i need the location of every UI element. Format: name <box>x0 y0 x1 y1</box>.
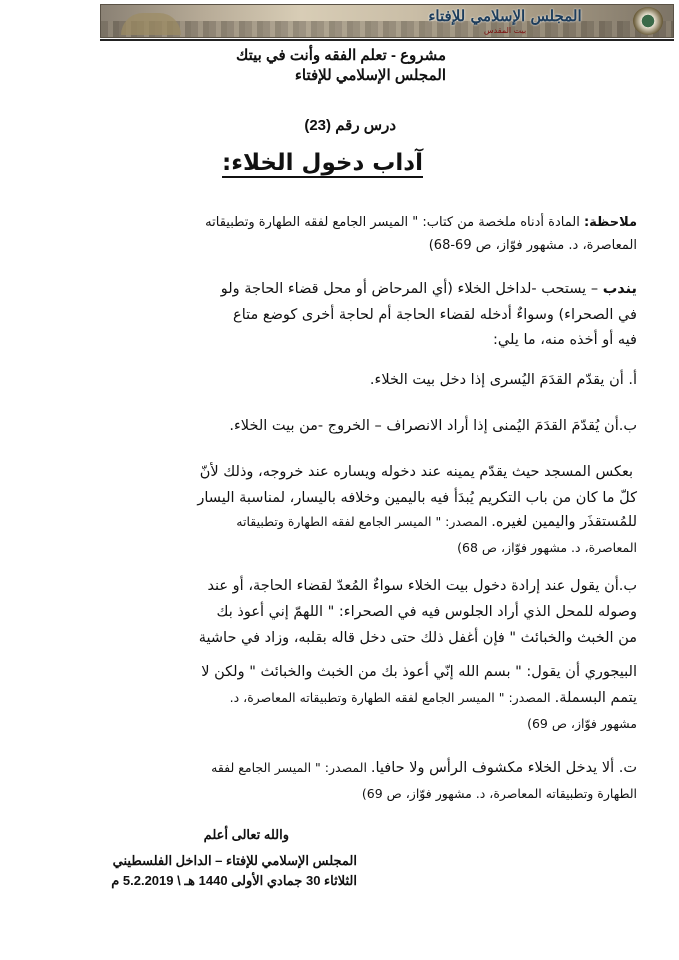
item-c-line-3: من الخبث والخبائث " فإن أغفل ذلك حتى دخل قاله بقلبه، وزاد في حاشية <box>198 630 637 646</box>
intro-line-3: فيه أو أخذه منه، ما يلي: <box>493 332 637 348</box>
lesson-number: درس رقم (23) <box>304 117 396 134</box>
intro-line-1 <box>221 281 637 297</box>
item-d-source: المصدر: " الميسر الجامع لفقه <box>211 760 371 775</box>
closing-date: الثلاثاء 30 جمادي الأولى 1440 هـ \ 5.2.2019 م <box>111 873 357 888</box>
note-text: المادة أدناه ملخصة من كتاب: " الميسر الجامع لفقه الطهارة وتطبيقاته <box>205 215 584 230</box>
item-d-line-2: الطهارة وتطبيقاته المعاصرة، د. مشهور فوّاز، ص 69) <box>361 786 637 801</box>
item-c-line-5 <box>230 690 637 706</box>
council-emblem-logo <box>633 7 663 35</box>
explain-line-1: بعكس المسجد حيث يقدّم يمينه عند دخوله ويساره عند خروجه، وذلك لأنّ <box>199 464 633 480</box>
item-a: أ. أن يقدّم القدَمَ اليُسرى إذا دخل بيت الخلاء. <box>369 372 637 388</box>
explain-line-2: كلّ ما كان من باب التكريم يُبدَأ فيه باليمين وخلافه باليسار، لمناسبة اليسار <box>197 490 637 506</box>
header-divider <box>100 39 674 41</box>
council-name: المجلس الإسلامي للإفتاء <box>294 67 446 84</box>
item-c-line-4: البيجوري أن يقول: " بسم الله إنّي أعوذ بك من الخبث والخبائث " ولكن لا <box>201 664 637 680</box>
item-b: ب.أن يُقدّمَ القدَمَ اليُمنى إذا أراد الانصراف – الخروج -من بيت الخلاء. <box>229 418 637 434</box>
item-d-text: ت. ألا يدخل الخلاء مكشوف الرأس ولا حافيا. <box>370 760 637 776</box>
item-c-source-line-2: مشهور فوّاز، ص 69) <box>527 716 637 731</box>
explain-text: للمُستقذَر واليمين لغيره. <box>491 514 637 530</box>
banner-council-name: المجلس الإسلامي للإفتاء <box>428 7 582 25</box>
explain-source-line-2: المعاصرة، د. مشهور فوّاز، ص 68) <box>457 540 637 555</box>
closing-council: المجلس الإسلامي للإفتاء – الداخل الفلسطيني <box>112 853 357 868</box>
closing-god-knows: والله تعالى أعلم <box>203 827 289 842</box>
item-d-line-1 <box>211 760 637 776</box>
item-c-line-2: وصوله للمحل الذي أراد الجلوس فيه في الصحراء: " اللهمّ إني أعوذ بك <box>216 604 637 620</box>
item-c-source: المصدر: " الميسر الجامع لفقه الطهارة وتطبيقاته المعاصرة، د. <box>229 690 555 705</box>
lesson-title: آداب دخول الخلاء: <box>222 150 423 176</box>
header-banner <box>100 4 674 38</box>
banner-subtitle: بيت المقدس <box>483 26 527 35</box>
project-title: مشروع - تعلم الفقه وأنت في بيتك <box>235 47 446 64</box>
note-line-2: المعاصرة، د. مشهور فوّاز، ص 69-68) <box>428 238 637 253</box>
dome-of-the-rock-image <box>121 13 181 35</box>
item-c-line-1: ب.أن يقول عند إرادة دخول بيت الخلاء سواءٌ المُعدّ لقضاء الحاجة، أو عند <box>207 578 637 594</box>
intro-line-2: في الصحراء) وسواءٌ أدخله لقضاء الحاجة أم لحاجة أخرى كوضع متاع <box>233 307 637 323</box>
intro-label: يندب <box>602 281 637 297</box>
note-label: ملاحظة: <box>583 215 637 230</box>
note-line-1 <box>205 215 637 230</box>
intro-text: – يستحب -لداخل الخلاء (أي المرحاض أو محل قضاء الحاجة ولو <box>220 281 603 297</box>
explain-source: المصدر: " الميسر الجامع لفقه الطهارة وتطبيقاته <box>236 514 492 529</box>
item-c-text: يتمم البسملة. <box>554 690 637 706</box>
explain-line-3 <box>236 514 637 530</box>
